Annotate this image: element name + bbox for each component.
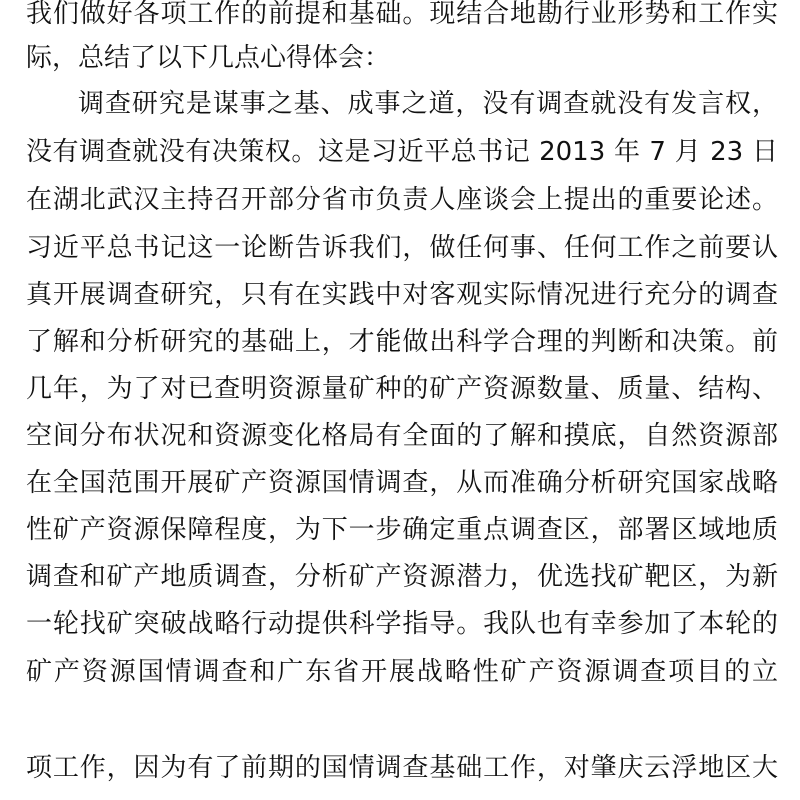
text-line-10: 空间分布状况和资源变化格局有全面的了解和摸底，自然资源部 (26, 421, 778, 451)
text-line-12: 性矿产资源保障程度，为下一步确定重点调查区，部署区域地质 (26, 515, 778, 545)
text-line-6: 习近平总书记这一论断告诉我们，做任何事、任何工作之前要认 (26, 233, 778, 263)
text-line-7: 真开展调查研究，只有在实践中对客观实际情况进行充分的调查 (26, 280, 778, 310)
text-line-9: 几年，为了对已查明资源量矿种的矿产资源数量、质量、结构、 (26, 374, 778, 404)
paragraph-start-line: 调查研究是谋事之基、成事之道，没有调查就没有发言权， (78, 89, 778, 119)
text-line-14: 一轮找矿突破战略行动提供科学指导。我队也有幸参加了本轮的 (26, 609, 778, 639)
text-line-16: 项工作，因为有了前期的国情调查基础工作，对肇庆云浮地区大 (26, 753, 778, 783)
text-line-15: 矿产资源国情调查和广东省开展战略性矿产资源调查项目的立 (26, 657, 778, 687)
text-line-8: 了解和分析研究的基础上，才能做出科学合理的判断和决策。前 (26, 327, 778, 357)
text-line-5: 在湖北武汉主持召开部分省市负责人座谈会上提出的重要论述。 (26, 185, 778, 215)
text-line-11: 在全国范围开展矿产资源国情调查，从而准确分析研究国家战略 (26, 468, 778, 498)
text-line-2: 际，总结了以下几点心得体会： (26, 43, 391, 73)
text-line-1: 我们做好各项工作的前提和基础。现结合地勘行业形势和工作实 (26, 0, 778, 29)
text-line-4: 没有调查就没有决策权。这是习近平总书记 2013 年 7 月 23 日 (26, 137, 778, 167)
text-line-13: 调查和矿产地质调查，分析矿产资源潜力，优选找矿靶区，为新 (26, 562, 778, 592)
